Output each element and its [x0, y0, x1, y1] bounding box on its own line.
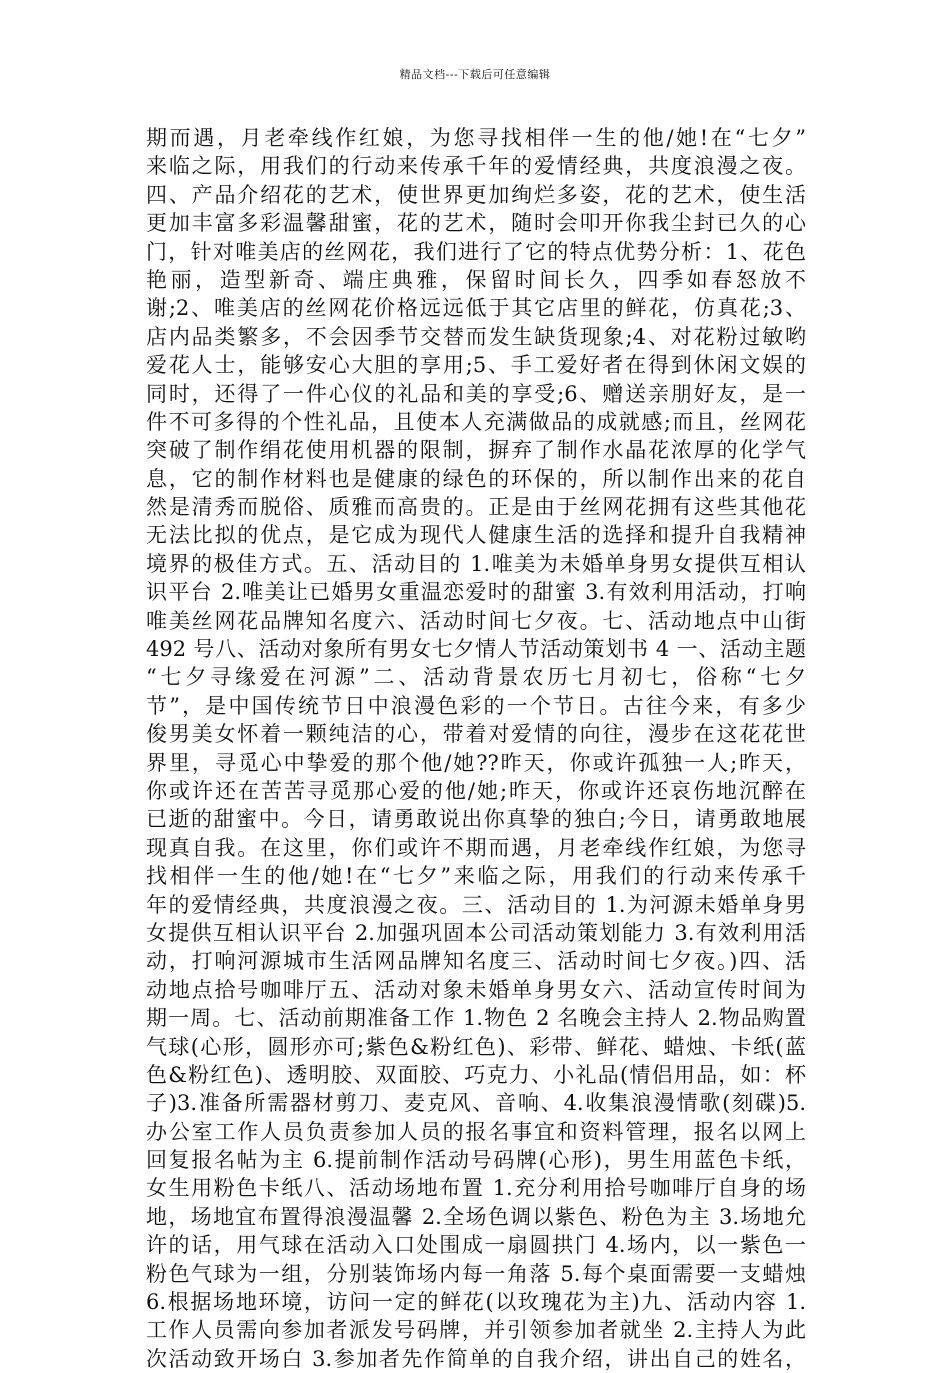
text-line: 6.根据场地环境，访问一定的鲜花(以玫瑰花为主)九、活动内容 1. — [146, 1290, 806, 1315]
text-line: 然是清秀而脱俗、质雅而高贵的。正是由于丝网花拥有这些其他花 — [146, 495, 806, 520]
text-line: 现真自我。在这里，你们或许不期而遇，月老牵线作红娘，为您寻 — [146, 835, 806, 860]
text-line: 子)3.准备所需器材剪刀、麦克风、音响、4.收集浪漫情歌(刻碟)5. — [146, 1091, 806, 1116]
text-line: 女生用粉色卡纸八、活动场地布置 1.充分利用拾号咖啡厅自身的场 — [146, 1176, 806, 1201]
text-line: 已逝的甜蜜中。今日，请勇敢说出你真挚的独白;今日，请勇敢地展 — [146, 807, 806, 832]
text-line: 找相伴一生的他/她!在“七夕”来临之际，用我们的行动来传承千 — [146, 864, 806, 889]
text-line: 店内品类繁多，不会因季节交替而发生缺货现象;4、对花粉过敏哟 — [146, 324, 806, 349]
text-line: 回复报名帖为主 6.提前制作活动号码牌(心形)，男生用蓝色卡纸， — [146, 1148, 806, 1173]
text-line: “七夕寻缘爱在河源”二、活动背景农历七月初七，俗称“七夕 — [146, 665, 806, 690]
text-line: 艳丽，造型新奇、端庄典雅，保留时间长久，四季如春怒放不 — [146, 267, 806, 292]
text-line: 粉色气球为一组，分别装饰场内每一角落 5.每个桌面需要一支蜡烛 — [146, 1261, 806, 1286]
text-line: 门，针对唯美店的丝网花，我们进行了它的特点优势分析：1、花色 — [146, 239, 806, 264]
text-line: 识平台 2.唯美让已婚男女重温恋爱时的甜蜜 3.有效利用活动，打响 — [146, 580, 806, 605]
text-line: 动，打响河源城市生活网品牌知名度三、活动时间七夕夜。)四、活 — [146, 949, 806, 974]
text-line: 唯美丝网花品牌知名度六、活动时间七夕夜。七、活动地点中山街 — [146, 608, 806, 633]
text-line: 境界的极佳方式。五、活动目的 1.唯美为未婚单身男女提供互相认 — [146, 551, 806, 576]
text-line: 女提供互相认识平台 2.加强巩固本公司活动策划能力 3.有效利用活 — [146, 920, 806, 945]
text-line: 谢;2、唯美店的丝网花价格远远低于其它店里的鲜花，仿真花;3、 — [146, 296, 806, 321]
text-line: 期而遇，月老牵线作红娘，为您寻找相伴一生的他/她!在“七夕” — [146, 126, 806, 150]
text-line: 492 号八、活动对象所有男女七夕情人节活动策划书 4 一、活动主题 — [146, 637, 806, 662]
text-line: 更加丰富多彩温馨甜蜜，花的艺术，随时会叩开你我尘封已久的心 — [146, 211, 806, 236]
text-line: 界里，寻觅心中挚爱的那个他/她??昨天，你或许孤独一人;昨天， — [146, 750, 806, 775]
text-line: 息，它的制作材料也是健康的绿色的环保的，所以制作出来的花自 — [146, 466, 806, 491]
text-line: 爱花人士，能够安心大胆的享用;5、手工爱好者在得到休闲文娱的 — [146, 353, 806, 378]
text-line: 节”，是中国传统节日中浪漫色彩的一个节日。古往今来，有多少 — [146, 693, 806, 718]
text-line: 次活动致开场白 3.参加者先作简单的自我介绍，讲出自己的姓名， — [146, 1346, 806, 1371]
text-line: 同时，还得了一件心仪的礼品和美的享受;6、赠送亲朋好友，是一 — [146, 381, 806, 406]
text-line: 地，场地宜布置得浪漫温馨 2.全场色调以紫色、粉色为主 3.场地允 — [146, 1204, 806, 1229]
text-line: 来临之际，用我们的行动来传承千年的爱情经典，共度浪漫之夜。 — [146, 154, 806, 179]
document-body — [146, 124, 806, 1373]
text-line: 四、产品介绍花的艺术，使世界更加绚烂多姿，花的艺术，使生活 — [146, 182, 806, 207]
page-header: 精品文档---下载后可任意编辑 — [399, 68, 551, 81]
text-line: 许的话，用气球在活动入口处围成一扇圆拱门 4.场内，以一紫色一 — [146, 1233, 806, 1258]
text-line: 办公室工作人员负责参加人员的报名事宜和资料管理，报名以网上 — [146, 1119, 806, 1144]
text-line: 无法比拟的优点，是它成为现代人健康生活的选择和提升自我精神 — [146, 523, 806, 548]
text-line: 动地点拾号咖啡厅五、活动对象未婚单身男女六、活动宣传时间为 — [146, 977, 806, 1002]
text-line: 年的爱情经典，共度浪漫之夜。三、活动目的 1.为河源未婚单身男 — [146, 892, 806, 917]
text-line: 突破了制作绢花使用机器的限制，摒弃了制作水晶花浓厚的化学气 — [146, 438, 806, 463]
text-line: 工作人员需向参加者派发号码牌，并引领参加者就坐 2.主持人为此 — [146, 1318, 806, 1343]
text-line: 件不可多得的个性礼品，且使本人充满做品的成就感;而且，丝网花 — [146, 409, 806, 434]
text-line: 你或许还在苦苦寻觅那心爱的他/她;昨天，你或许还哀伤地沉醉在 — [146, 778, 806, 803]
text-line: 气球(心形，圆形亦可;紫色&粉红色)、彩带、鲜花、蜡烛、卡纸(蓝 — [146, 1034, 806, 1059]
text-line: 色&粉红色)、透明胶、双面胶、巧克力、小礼品(情侣用品，如：杯 — [146, 1062, 806, 1087]
text-line: 俊男美女怀着一颗纯洁的心，带着对爱情的向往，漫步在这花花世 — [146, 722, 806, 747]
text-line: 期一周。七、活动前期准备工作 1.物色 2 名晚会主持人 2.物品购置 — [146, 1006, 806, 1031]
